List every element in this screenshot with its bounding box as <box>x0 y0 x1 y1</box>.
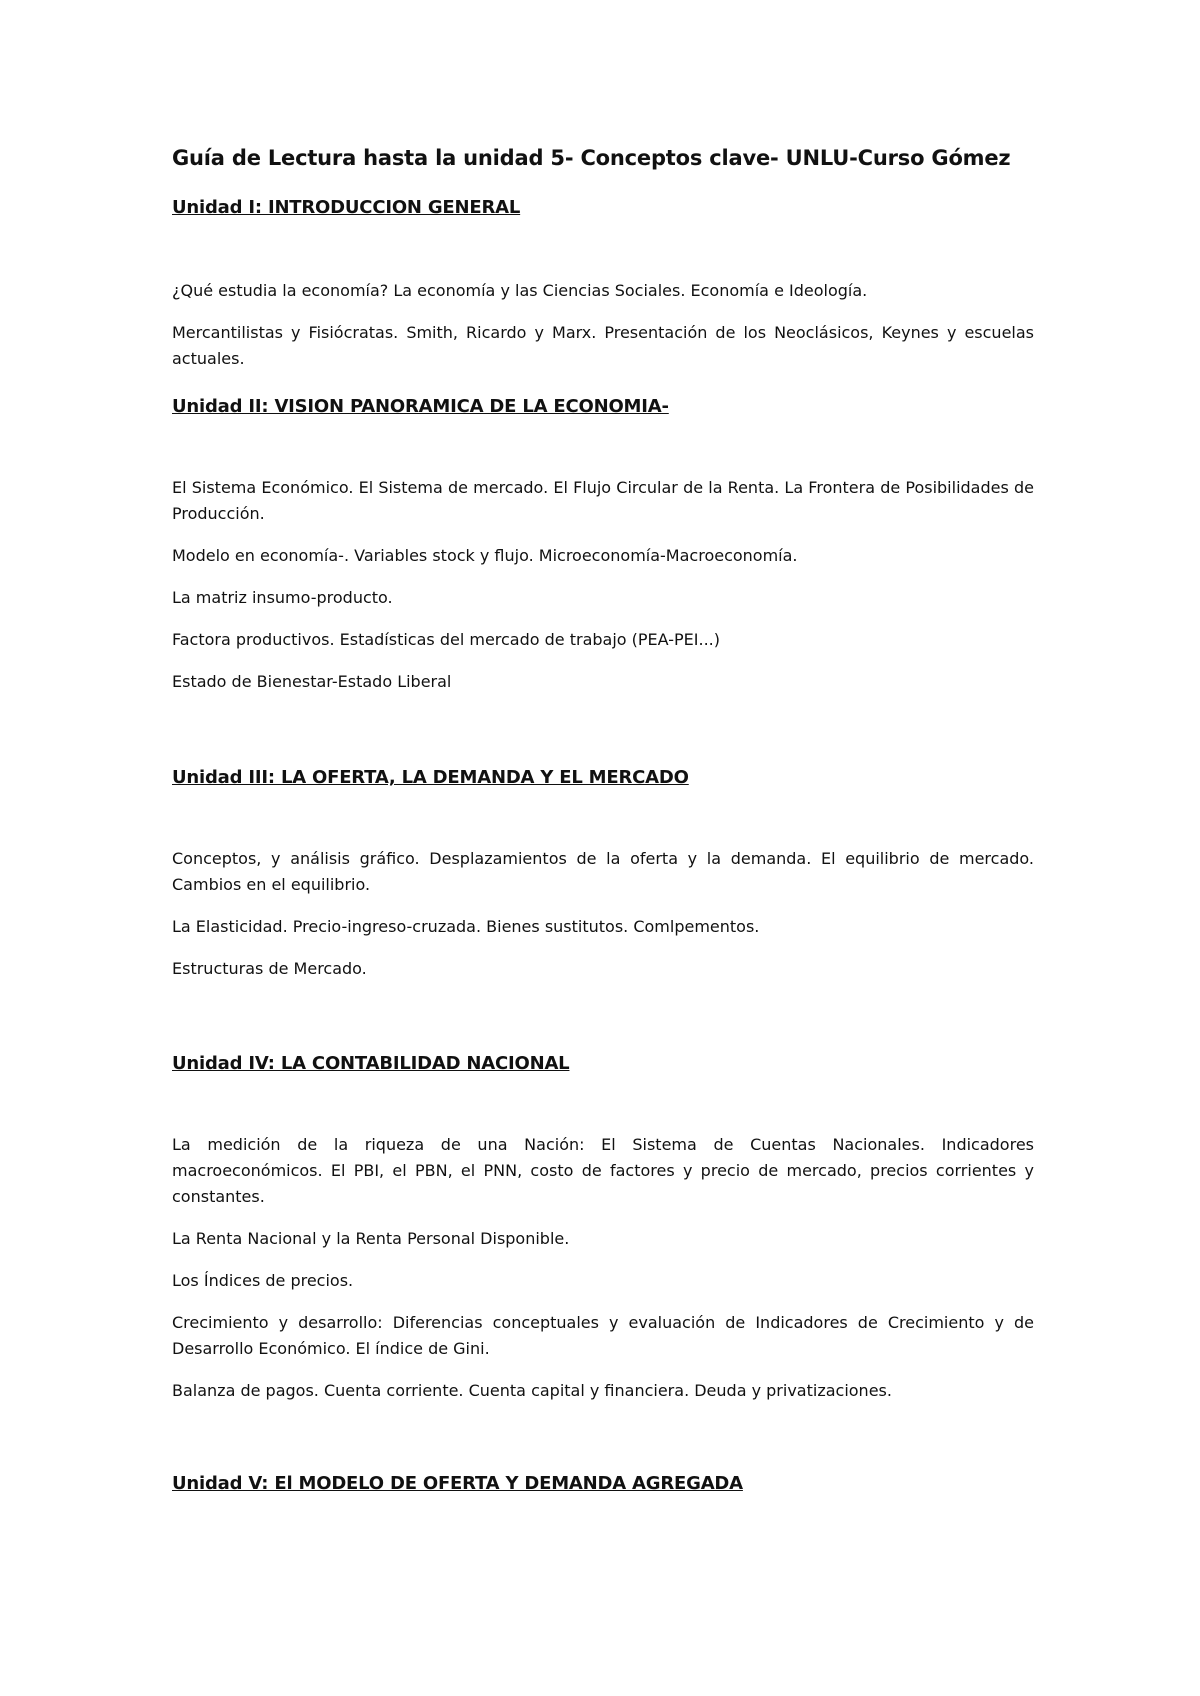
unit-2-paragraph-1: El Sistema Económico. El Sistema de mercado. El Flujo Circular de la Renta. La Frontera de Posibilidades de Producción. <box>172 478 1034 523</box>
unit-4-paragraph-5: Balanza de pagos. Cuenta corriente. Cuenta capital y financiera. Deuda y privatizaciones. <box>172 1381 892 1400</box>
unit-2-heading: Unidad II: VISION PANORAMICA DE LA ECONOMIA- <box>172 396 669 417</box>
unit-2-paragraph-2: Modelo en economía-. Variables stock y flujo. Microeconomía-Macroeconomía. <box>172 546 798 565</box>
unit-3-heading: Unidad III: LA OFERTA, LA DEMANDA Y EL MERCADO <box>172 767 689 788</box>
unit-1-paragraph-1: ¿Qué estudia la economía? La economía y las Ciencias Sociales. Economía e Ideología. <box>172 281 868 300</box>
unit-1-paragraph-2: Mercantilistas y Fisiócratas. Smith, Ricardo y Marx. Presentación de los Neoclásicos, Keynes y escuelas actuales. <box>172 323 1034 368</box>
unit-3-paragraph-3: Estructuras de Mercado. <box>172 959 367 978</box>
unit-4-paragraph-4: Crecimiento y desarrollo: Diferencias conceptuales y evaluación de Indicadores de Crecimiento y de Desarrollo Económico. El índice de Gini. <box>172 1313 1034 1358</box>
unit-2-paragraph-3: La matriz insumo-producto. <box>172 588 393 607</box>
unit-3-section <box>172 764 1034 982</box>
document-title: Guía de Lectura hasta la unidad 5- Conceptos clave- UNLU-Curso Gómez <box>172 146 1011 170</box>
unit-1-section <box>172 194 1034 372</box>
unit-5-section <box>172 1470 1034 1498</box>
unit-4-paragraph-3: Los Índices de precios. <box>172 1271 354 1290</box>
unit-1-heading: Unidad I: INTRODUCCION GENERAL <box>172 197 521 218</box>
unit-2-section <box>172 393 1034 695</box>
unit-3-paragraph-1: Conceptos, y análisis gráfico. Desplazamientos de la oferta y la demanda. El equilibrio de mercado. Cambios en el equilibrio. <box>172 849 1034 894</box>
unit-4-paragraph-2: La Renta Nacional y la Renta Personal Disponible. <box>172 1229 570 1248</box>
unit-4-heading: Unidad IV: LA CONTABILIDAD NACIONAL <box>172 1053 570 1074</box>
unit-4-paragraph-1: La medición de la riqueza de una Nación: El Sistema de Cuentas Nacionales. Indicadores macroeconómicos. El PBI, el PBN, el PNN, costo de factores y precio de mercado, precios corrientes y constantes. <box>172 1135 1034 1206</box>
unit-2-paragraph-4: Factora productivos. Estadísticas del mercado de trabajo (PEA-PEI...) <box>172 630 721 649</box>
unit-5-heading: Unidad V: El MODELO DE OFERTA Y DEMANDA AGREGADA <box>172 1473 743 1494</box>
unit-2-paragraph-5: Estado de Bienestar-Estado Liberal <box>172 672 452 691</box>
unit-4-section <box>172 1050 1034 1404</box>
unit-3-paragraph-2: La Elasticidad. Precio-ingreso-cruzada. Bienes sustitutos. Comlpementos. <box>172 917 760 936</box>
